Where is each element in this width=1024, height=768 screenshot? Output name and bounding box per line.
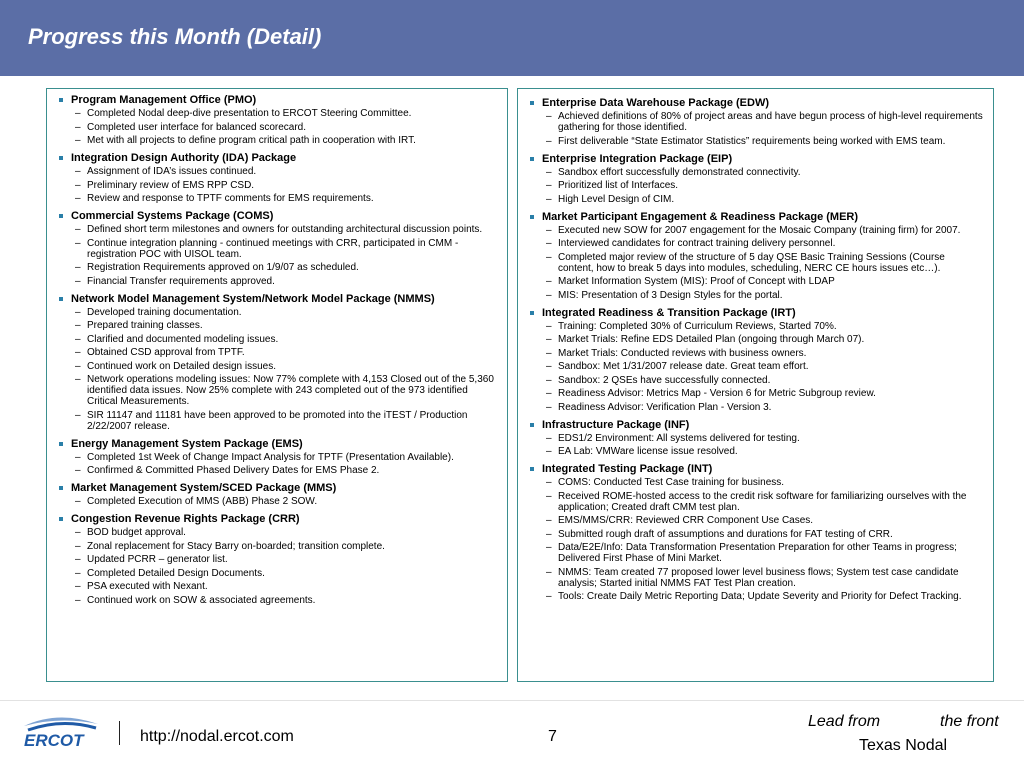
list-item: – Received ROME-hosted access to the credit risk software for familiarizing ourselves with the application; Created draft CMM test plan.	[546, 491, 983, 513]
left-panel	[46, 88, 508, 682]
section-title-text: Commercial Systems Package (COMS)	[71, 210, 274, 222]
list-item: – BOD budget approval.	[75, 527, 497, 538]
list-item: – Sandbox: Met 1/31/2007 release date. Great team effort.	[546, 361, 983, 372]
section-title	[530, 153, 983, 166]
list-item: – Continued work on Detailed design issues.	[75, 361, 497, 372]
list-item: – EDS1/2 Environment: All systems delivered for testing.	[546, 433, 983, 444]
tagline-lead-from: Lead from	[808, 713, 881, 730]
square-bullet-icon	[530, 467, 534, 471]
section-title-text: Market Participant Engagement & Readiness Package (MER)	[542, 210, 859, 223]
section-title-text: Market Management System/SCED Package (MMS)	[71, 482, 337, 494]
square-bullet-icon	[530, 101, 534, 105]
list-item: – Sandbox: 2 QSEs have successfully connected.	[546, 375, 983, 386]
list-item: – MIS: Presentation of 3 Design Styles for the portal.	[546, 290, 983, 301]
item-list	[59, 527, 497, 606]
item-list	[530, 433, 983, 458]
section-title-text: Integrated Testing Package (INT)	[542, 463, 713, 475]
list-item: – Continued work on SOW & associated agreements.	[75, 595, 497, 606]
item-list	[59, 496, 497, 507]
section-title	[59, 513, 497, 526]
section	[59, 482, 497, 507]
section-title-text: Congestion Revenue Rights Package (CRR)	[71, 513, 300, 525]
list-item: – Financial Transfer requirements approved.	[75, 276, 497, 287]
list-item: – Readiness Advisor: Verification Plan - Version 3.	[546, 402, 983, 413]
square-bullet-icon	[530, 311, 534, 315]
list-item: – COMS: Conducted Test Case training for business.	[546, 477, 983, 488]
section-title	[530, 463, 983, 476]
section-title	[530, 419, 983, 432]
list-item: – Sandbox effort successfully demonstrated connectivity.	[546, 167, 983, 178]
item-list	[59, 108, 497, 146]
section	[530, 419, 983, 458]
section-title-text: Integration Design Authority (IDA) Package	[71, 152, 297, 164]
list-item: – Prioritized list of Interfaces.	[546, 180, 983, 191]
section	[530, 211, 983, 301]
section-title-text: Network Model Management System/Network Model Package (NMMS)	[71, 292, 435, 305]
list-item: – Zonal replacement for Stacy Barry on-boarded; transition complete.	[75, 541, 497, 552]
square-bullet-icon	[530, 215, 534, 219]
list-item: – Completed major review of the structure of 5 day QSE Basic Training Sessions (Course content, how to break 5 days into modules, scheduling, NERC CE hours issues etc…).	[546, 252, 983, 274]
list-item: – High Level Design of CIM.	[546, 194, 983, 205]
list-item: – Interviewed candidates for contract training delivery personnel.	[546, 238, 983, 249]
list-item: – Completed Nodal deep-dive presentation to ERCOT Steering Committee.	[75, 108, 497, 119]
list-item: – Data/E2E/Info: Data Transformation Presentation Preparation for other Teams in progress; Delivered First Phase of Mini Market.	[546, 542, 983, 564]
section-title	[59, 210, 497, 223]
list-item: – Readiness Advisor: Metrics Map - Version 6 for Metric Subgroup review.	[546, 388, 983, 399]
section-title-text: Program Management Office (PMO)	[71, 94, 257, 106]
list-item: – Market Trials: Conducted reviews with business owners.	[546, 348, 983, 359]
section-title-text: Integrated Readiness & Transition Package (IRT)	[542, 306, 796, 319]
item-list	[59, 166, 497, 204]
section	[59, 152, 497, 204]
list-item: – PSA executed with Nexant.	[75, 581, 497, 592]
section-title	[530, 307, 983, 320]
page-number: 7	[548, 728, 557, 745]
list-item: – Developed training documentation.	[75, 307, 497, 318]
page-title: Progress this Month (Detail)	[28, 24, 322, 49]
list-item: – Completed Detailed Design Documents.	[75, 568, 497, 579]
section-title	[59, 94, 497, 107]
section	[59, 513, 497, 606]
tagline-the-front: the front	[940, 713, 999, 730]
header-bar	[0, 0, 1024, 76]
section	[59, 293, 497, 432]
list-item: – EA Lab: VMWare license issue resolved.	[546, 446, 983, 457]
tagline-texas-nodal: Texas Nodal	[859, 737, 948, 754]
list-item: – First deliverable “State Estimator Statistics” requirements being worked with EMS team.	[546, 136, 983, 147]
list-item: – Defined short term milestones and owners for outstanding architectural discussion points.	[75, 224, 497, 235]
section-title-text: Enterprise Integration Package (EIP)	[542, 152, 733, 165]
square-bullet-icon	[59, 214, 63, 218]
list-item: – Achieved definitions of 80% of project areas and have begun process of high-level requirements gathering for those identified.	[546, 111, 983, 133]
section-title-text: Infrastructure Package (INF)	[542, 418, 690, 431]
square-bullet-icon	[530, 157, 534, 161]
list-item: – Tools: Create Daily Metric Reporting Data; Update Severity and Priority for Defect Tracking.	[546, 591, 983, 602]
square-bullet-icon	[59, 98, 63, 102]
square-bullet-icon	[59, 156, 63, 160]
ercot-logo	[18, 712, 104, 752]
square-bullet-icon	[59, 517, 63, 521]
list-item: – Market Information System (MIS): Proof of Concept with LDAP	[546, 276, 983, 287]
item-list	[530, 167, 983, 205]
section	[530, 153, 983, 205]
list-item: – Confirmed & Committed Phased Delivery Dates for EMS Phase 2.	[75, 465, 497, 476]
item-list	[59, 452, 497, 477]
list-item: – Executed new SOW for 2007 engagement for the Mosaic Company (training firm) for 2007.	[546, 225, 983, 236]
section-title	[530, 97, 983, 110]
section-title-text: Energy Management System Package (EMS)	[71, 437, 303, 450]
list-item: – Met with all projects to define program critical path in cooperation with IRT.	[75, 135, 497, 146]
list-item: – Network operations modeling issues: Now 77% complete with 4,153 Closed out of the 5,360 identified data issues. Now 25% complete with 243 completed out of the 973 identified Critical Measurements.	[75, 374, 497, 407]
section-title	[59, 482, 497, 495]
item-list	[59, 224, 497, 287]
section-title	[59, 438, 497, 451]
list-item: – Submitted rough draft of assumptions and durations for FAT testing of CRR.	[546, 529, 983, 540]
item-list	[59, 307, 497, 432]
list-item: – NMMS: Team created 77 proposed lower level business flows; System test case candidate analysis; Started initial NMMS FAT Test Plan creation.	[546, 567, 983, 589]
section	[59, 94, 497, 146]
section-title	[59, 293, 497, 306]
list-item: – Completed Execution of MMS (ABB) Phase 2 SOW.	[75, 496, 497, 507]
list-item: – Market Trials: Refine EDS Detailed Plan (ongoing through March 07).	[546, 334, 983, 345]
list-item: – Training: Completed 30% of Curriculum Reviews, Started 70%.	[546, 321, 983, 332]
section-title-text: Enterprise Data Warehouse Package (EDW)	[542, 97, 769, 109]
section	[530, 97, 983, 147]
section	[530, 463, 983, 602]
list-item: – Clarified and documented modeling issues.	[75, 334, 497, 345]
item-list	[530, 477, 983, 602]
section-title	[530, 211, 983, 224]
square-bullet-icon	[59, 297, 63, 301]
square-bullet-icon	[59, 486, 63, 490]
right-panel	[517, 88, 994, 682]
list-item: – EMS/MMS/CRR: Reviewed CRR Component Use Cases.	[546, 515, 983, 526]
list-item: – Obtained CSD approval from TPTF.	[75, 347, 497, 358]
section-title	[59, 152, 497, 165]
list-item: – SIR 11147 and 11181 have been approved to be promoted into the iTEST / Production 2/22/2007 release.	[75, 410, 497, 432]
footer-divider	[0, 700, 1024, 701]
list-item: – Completed 1st Week of Change Impact Analysis for TPTF (Presentation Available).	[75, 452, 497, 463]
list-item: – Continue integration planning - continued meetings with CRR, participated in CMM - registration POC with UISOL team.	[75, 238, 497, 260]
list-item: – Preliminary review of EMS RPP CSD.	[75, 180, 497, 191]
section	[59, 210, 497, 287]
item-list	[530, 321, 983, 413]
square-bullet-icon	[530, 423, 534, 427]
list-item: – Assignment of IDA’s issues continued.	[75, 166, 497, 177]
list-item: – Registration Requirements approved on 1/9/07 as scheduled.	[75, 262, 497, 273]
item-list	[530, 111, 983, 147]
square-bullet-icon	[59, 442, 63, 446]
item-list	[530, 225, 983, 301]
footer-url[interactable]: http://nodal.ercot.com	[140, 728, 294, 745]
footer-separator	[119, 721, 120, 745]
section	[59, 438, 497, 477]
list-item: – Review and response to TPTF comments for EMS requirements.	[75, 193, 497, 204]
section	[530, 307, 983, 413]
list-item: – Completed user interface for balanced scorecard.	[75, 122, 497, 133]
logo-text: ERCOT	[24, 731, 84, 750]
list-item: – Updated PCRR – generator list.	[75, 554, 497, 565]
list-item: – Prepared training classes.	[75, 320, 497, 331]
